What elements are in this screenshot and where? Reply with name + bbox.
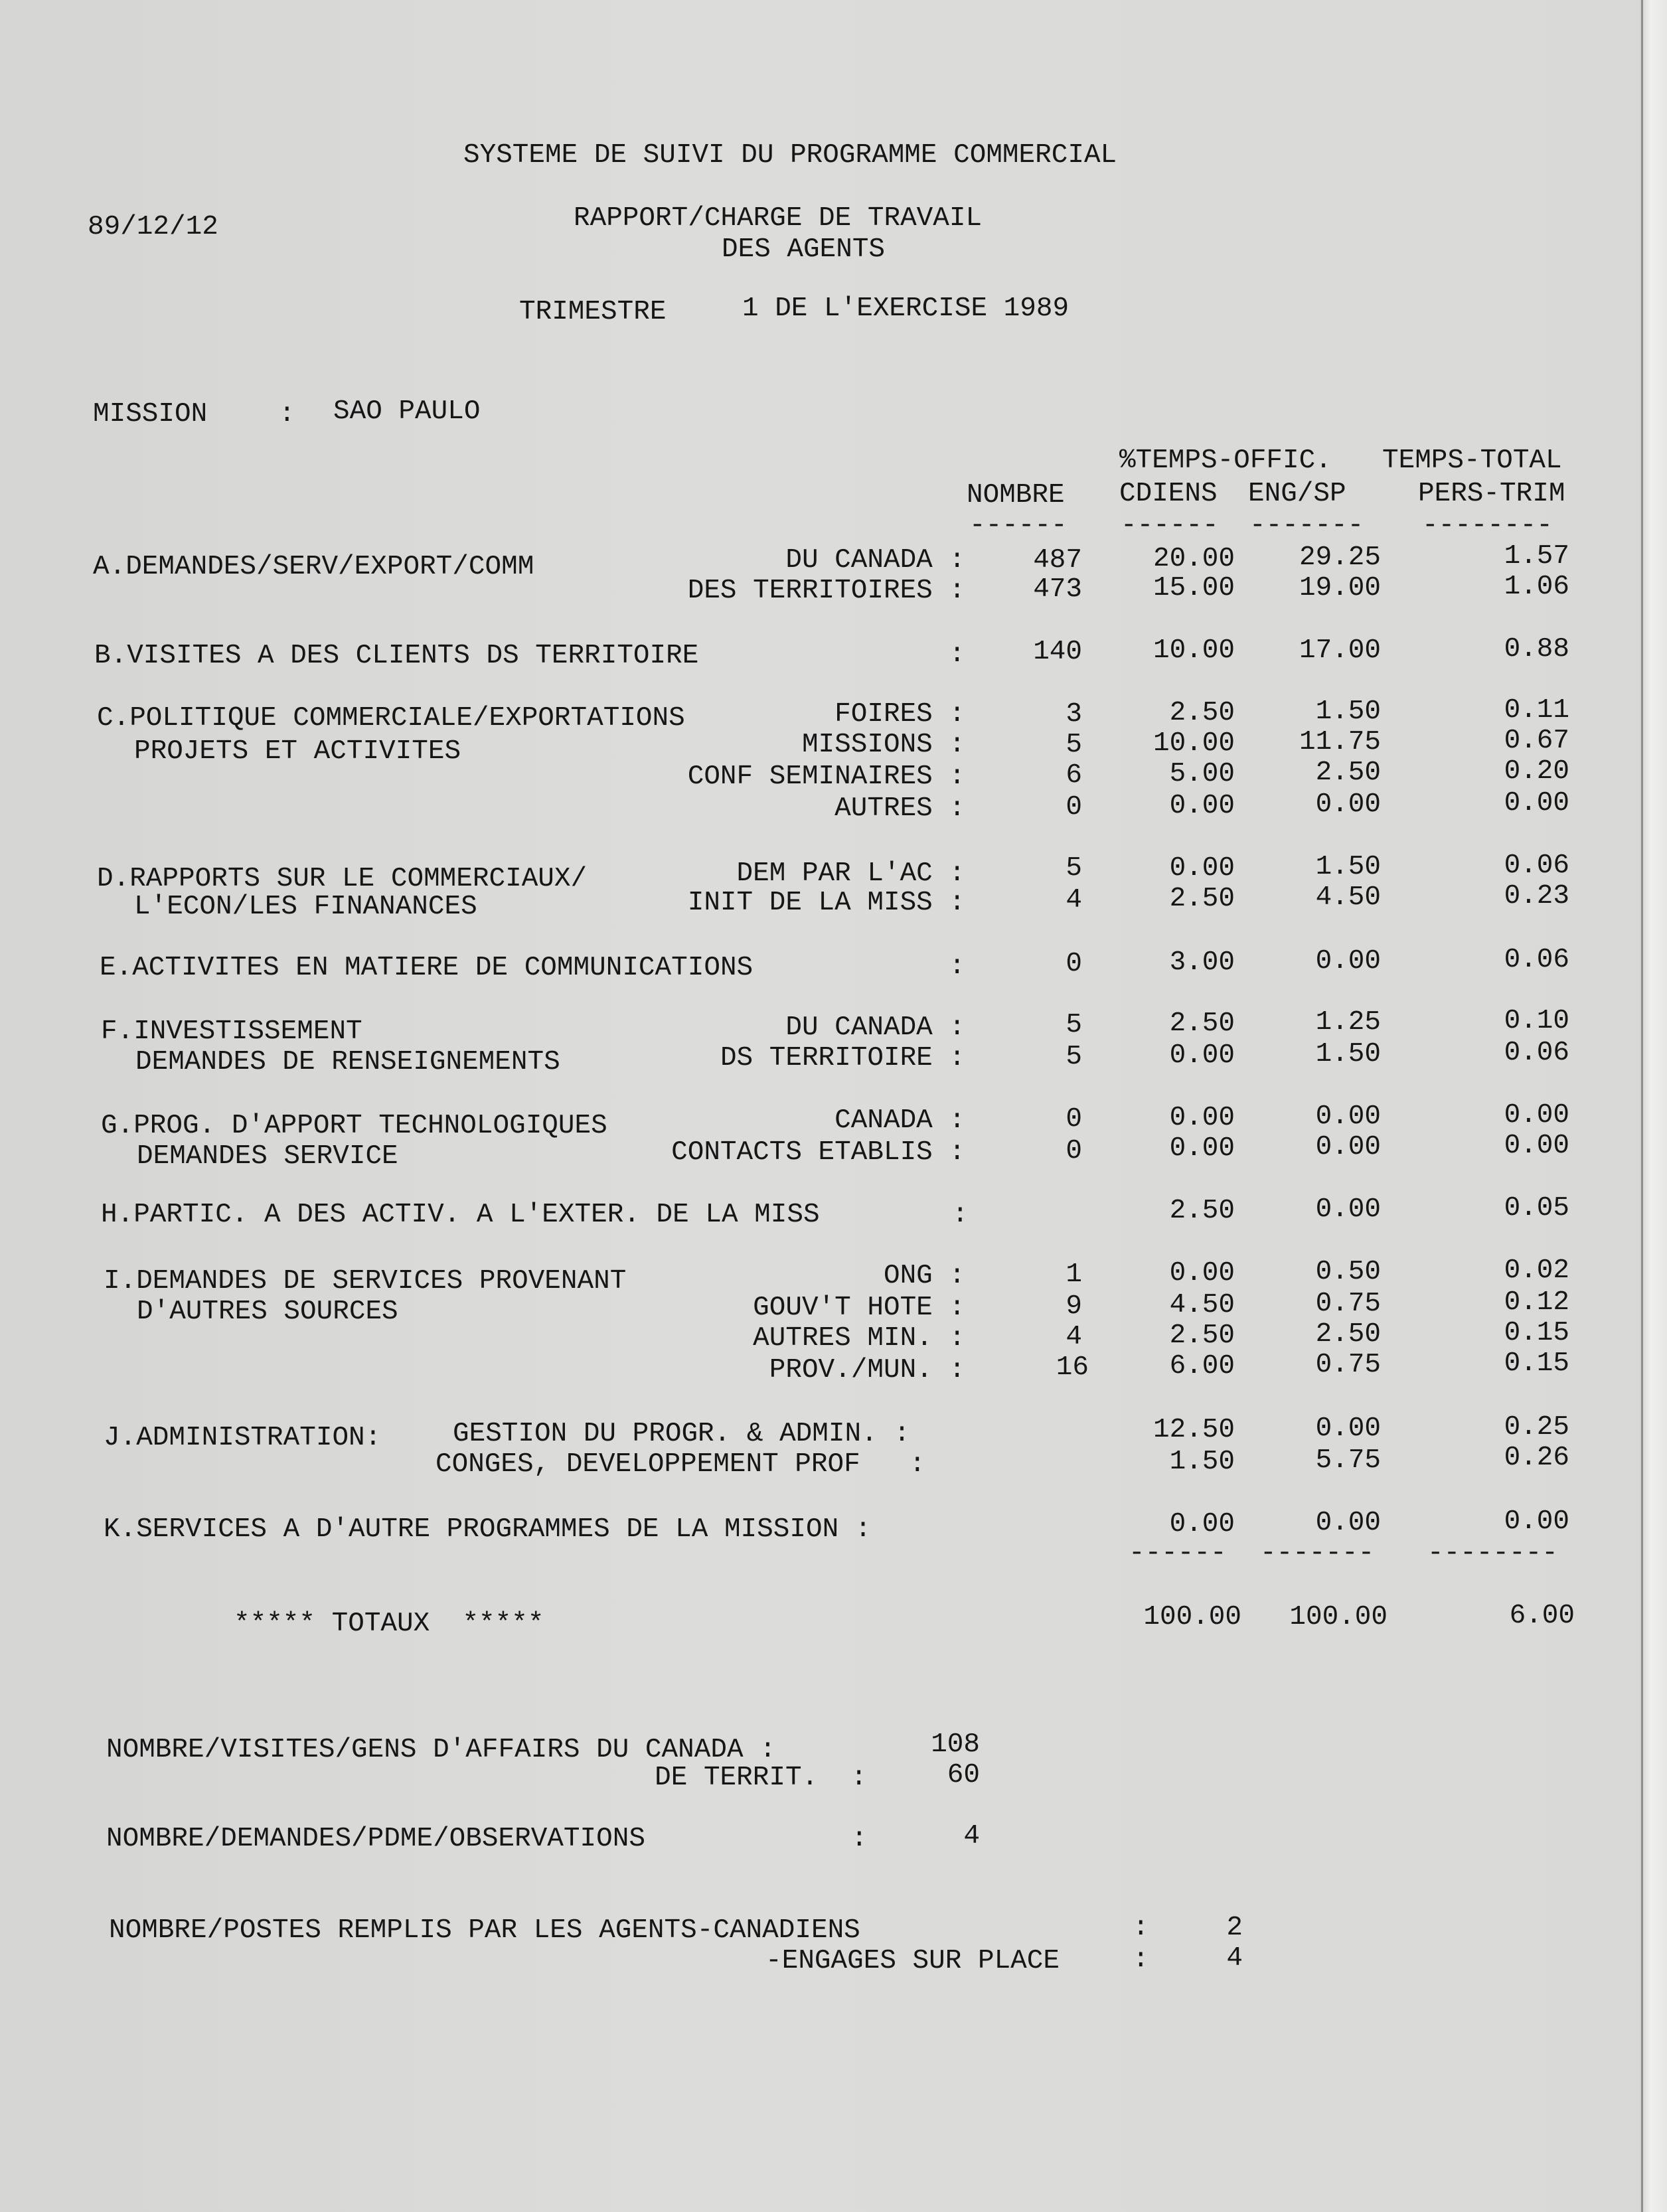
row-label-j2: CONGES, DEVELOPPEMENT PROF : (436, 1449, 926, 1480)
column-header-nombre: NOMBRE (967, 480, 1065, 511)
cell-engsp-k1: 0.00 (1315, 1508, 1381, 1538)
trimestre-value: 1 DE L'EXERCISE 1989 (742, 293, 1070, 324)
row-label-a2: DES TERRITOIRES : (687, 576, 965, 606)
cell-cdiens-a1: 20.00 (1152, 544, 1235, 574)
cell-cdiens-b1: 10.00 (1152, 635, 1235, 666)
column-header-engsp: ENG/SP (1248, 479, 1346, 509)
summary-postes-place: 4 (1226, 1943, 1243, 1974)
cell-cdiens-j2: 1.50 (1169, 1447, 1235, 1477)
row-label-d2: INIT DE LA MISS : (687, 888, 965, 918)
cell-engsp-c3: 2.50 (1315, 757, 1381, 788)
cell-engsp-i4: 0.75 (1315, 1350, 1381, 1380)
cell-engsp-c2: 11.75 (1299, 727, 1381, 757)
cell-nombre-d1: 5 (1066, 853, 1082, 884)
cell-engsp-c1: 1.50 (1315, 696, 1381, 727)
column-header-pct: %TEMPS-OFFIC. (1119, 445, 1332, 476)
cell-perstrim-c4: 0.00 (1504, 788, 1569, 819)
cell-engsp-f1: 1.25 (1315, 1007, 1381, 1038)
cell-cdiens-a2: 15.00 (1152, 573, 1235, 603)
paper-edge (1640, 0, 1667, 2212)
row-label-g1: CANADA : (834, 1105, 965, 1136)
system-title: SYSTEME DE SUIVI DU PROGRAMME COMMERCIAL (463, 140, 1117, 171)
summary-visites-label: NOMBRE/VISITES/GENS D'AFFAIRS DU CANADA : (106, 1735, 776, 1765)
column-underline-nombre: ------ (969, 511, 1068, 541)
cell-engsp-b1: 17.00 (1299, 635, 1381, 666)
section-title-k: K.SERVICES A D'AUTRE PROGRAMMES DE LA MISSION : (104, 1514, 872, 1545)
row-label-g2: CONTACTS ETABLIS : (671, 1137, 965, 1168)
summary-pdme-value: 4 (963, 1821, 980, 1852)
cell-perstrim-b1: 0.88 (1504, 634, 1569, 665)
summary-visites-canada: 108 (931, 1729, 980, 1760)
cell-engsp-j1: 0.00 (1315, 1413, 1381, 1444)
summary-place-colon: : (1133, 1944, 1149, 1975)
cell-nombre-g2: 0 (1066, 1136, 1082, 1166)
cell-nombre-e1: 0 (1066, 949, 1082, 979)
cell-nombre-c1: 3 (1066, 699, 1082, 730)
row-label-c4: AUTRES : (834, 793, 965, 824)
section-title-c: C.POLITIQUE COMMERCIALE/EXPORTATIONS (97, 703, 685, 734)
cell-cdiens-f1: 2.50 (1169, 1008, 1235, 1039)
cell-cdiens-d2: 2.50 (1169, 884, 1235, 914)
summary-territ-label: DE TERRIT. : (655, 1763, 867, 1793)
cell-nombre-g1: 0 (1066, 1104, 1082, 1135)
cell-engsp-g1: 0.00 (1315, 1101, 1381, 1132)
cell-perstrim-d2: 0.23 (1504, 881, 1569, 911)
cell-perstrim-j2: 0.26 (1504, 1443, 1569, 1473)
trimestre-label: TRIMESTRE (519, 297, 667, 327)
cell-engsp-a2: 19.00 (1299, 573, 1381, 603)
cell-perstrim-i1: 0.02 (1504, 1255, 1569, 1286)
summary-postes-colon: : (1133, 1913, 1149, 1943)
cell-engsp-i1: 0.50 (1315, 1257, 1381, 1287)
cell-perstrim-a2: 1.06 (1504, 572, 1569, 602)
cell-nombre-f1: 5 (1066, 1010, 1082, 1040)
cell-engsp-e1: 0.00 (1315, 946, 1381, 977)
cell-engsp-g2: 0.00 (1315, 1132, 1381, 1162)
section-title-h: H.PARTIC. A DES ACTIV. A L'EXTER. DE LA MISS (101, 1200, 820, 1230)
cell-engsp-j2: 5.75 (1315, 1445, 1381, 1476)
section-title-i: I.DEMANDES DE SERVICES PROVENANT (104, 1266, 627, 1297)
cell-cdiens-d1: 0.00 (1169, 853, 1235, 884)
cell-engsp-a1: 29.25 (1299, 542, 1381, 573)
cell-perstrim-c3: 0.20 (1504, 756, 1569, 787)
row-label-i4: PROV./MUN. : (769, 1355, 965, 1385)
cell-nombre-b1: 140 (1033, 637, 1082, 667)
summary-place-label: -ENGAGES SUR PLACE (765, 1946, 1060, 1976)
cell-cdiens-i2: 4.50 (1169, 1290, 1235, 1320)
cell-cdiens-f2: 0.00 (1169, 1040, 1235, 1071)
summary-postes-label: NOMBRE/POSTES REMPLIS PAR LES AGENTS-CANADIENS (109, 1915, 860, 1946)
section-title-j: J.ADMINISTRATION: (104, 1423, 382, 1453)
section-title-g: G.PROG. D'APPORT TECHNOLOGIQUES (101, 1111, 607, 1141)
cell-cdiens-c2: 10.00 (1152, 728, 1235, 759)
cell-nombre-i1: 1 (1066, 1259, 1082, 1290)
cell-engsp-c4: 0.00 (1315, 789, 1381, 820)
row-label-d1: DEM PAR L'AC : (736, 858, 965, 889)
section-sub-g: DEMANDES SERVICE (137, 1141, 398, 1172)
section-sub-d: L'ECON/LES FINANANCES (134, 892, 477, 922)
cell-perstrim-g2: 0.00 (1504, 1131, 1569, 1161)
cell-perstrim-k1: 0.00 (1504, 1506, 1569, 1537)
cell-perstrim-i3: 0.15 (1504, 1318, 1569, 1348)
cell-cdiens-k1: 0.00 (1169, 1509, 1235, 1540)
cell-perstrim-j1: 0.25 (1504, 1412, 1569, 1443)
summary-postes-canadiens: 2 (1226, 1913, 1243, 1943)
cell-cdiens-i4: 6.00 (1169, 1351, 1235, 1382)
section-sub-f: DEMANDES DE RENSEIGNEMENTS (135, 1047, 560, 1077)
row-label-b1: : (949, 639, 965, 670)
cell-cdiens-j1: 12.50 (1152, 1415, 1235, 1445)
row-label-i1: ONG : (883, 1261, 965, 1291)
totals-engsp: 100.00 (1289, 1602, 1388, 1632)
cell-engsp-i3: 2.50 (1315, 1319, 1381, 1350)
row-label-a1: DU CANADA : (785, 545, 965, 576)
cell-cdiens-c4: 0.00 (1169, 791, 1235, 821)
mission-colon: : (279, 399, 295, 430)
row-label-e1: : (949, 951, 965, 982)
row-label-c2: MISSIONS : (801, 730, 965, 760)
cell-engsp-i2: 0.75 (1315, 1289, 1381, 1319)
section-sub-c: PROJETS ET ACTIVITES (134, 736, 461, 767)
cell-perstrim-e1: 0.06 (1504, 945, 1569, 975)
mission-label: MISSION (93, 399, 208, 430)
cell-nombre-i3: 4 (1066, 1322, 1082, 1352)
cell-engsp-h1: 0.00 (1315, 1194, 1381, 1225)
cell-cdiens-g2: 0.00 (1169, 1133, 1235, 1164)
total-underline-cdiens: ------ (1129, 1538, 1227, 1569)
cell-nombre-c4: 0 (1066, 792, 1082, 823)
report-title-line1: RAPPORT/CHARGE DE TRAVAIL (574, 203, 983, 234)
totals-cdiens: 100.00 (1143, 1602, 1241, 1632)
row-label-i2: GOUV'T HOTE : (753, 1293, 965, 1323)
cell-perstrim-g1: 0.00 (1504, 1100, 1569, 1131)
report-title-line2: DES AGENTS (722, 234, 886, 265)
cell-perstrim-a1: 1.57 (1504, 541, 1569, 572)
cell-perstrim-d1: 0.06 (1504, 850, 1569, 881)
row-label-h1: : (952, 1200, 969, 1230)
row-label-i3: AUTRES MIN. : (753, 1323, 965, 1354)
row-label-j1: GESTION DU PROGR. & ADMIN. : (453, 1419, 910, 1449)
summary-visites-territ: 60 (947, 1760, 980, 1790)
cell-nombre-i4: 16 (1056, 1352, 1089, 1383)
cell-engsp-f2: 1.50 (1315, 1039, 1381, 1069)
cell-cdiens-h1: 2.50 (1169, 1196, 1235, 1226)
cell-perstrim-f2: 0.06 (1504, 1038, 1569, 1068)
cell-cdiens-c3: 5.00 (1169, 759, 1235, 789)
cell-cdiens-e1: 3.00 (1169, 947, 1235, 978)
mission-value: SAO PAULO (333, 396, 481, 427)
section-title-d: D.RAPPORTS SUR LE COMMERCIAUX/ (97, 864, 588, 894)
report-date: 89/12/12 (88, 212, 218, 242)
cell-nombre-d2: 4 (1066, 885, 1082, 915)
section-sub-i: D'AUTRES SOURCES (137, 1297, 398, 1327)
column-header-perstrim: PERS-TRIM (1418, 479, 1565, 509)
section-title-b: B.VISITES A DES CLIENTS DS TERRITOIRE (94, 641, 699, 671)
column-header-total: TEMPS-TOTAL (1382, 445, 1562, 476)
cell-nombre-c3: 6 (1066, 760, 1082, 791)
row-label-c3: CONF SEMINAIRES : (687, 761, 965, 792)
row-label-c1: FOIRES : (834, 699, 965, 730)
column-header-cdiens: CDIENS (1119, 479, 1218, 509)
column-underline-cdiens: ------ (1121, 511, 1219, 541)
cell-nombre-a2: 473 (1033, 574, 1082, 605)
total-underline-engsp: ------- (1260, 1538, 1375, 1569)
cell-perstrim-i4: 0.15 (1504, 1348, 1569, 1379)
totals-label: ***** TOTAUX ***** (234, 1609, 544, 1639)
paper-edge-line (1641, 0, 1643, 2212)
cell-nombre-a1: 487 (1033, 545, 1082, 576)
row-label-f1: DU CANADA : (785, 1012, 965, 1043)
cell-perstrim-c1: 0.11 (1504, 695, 1569, 726)
cell-cdiens-i1: 0.00 (1169, 1258, 1235, 1289)
section-title-f: F.INVESTISSEMENT (101, 1016, 362, 1047)
cell-nombre-i2: 9 (1066, 1291, 1082, 1322)
total-underline-perstrim: -------- (1427, 1538, 1558, 1569)
cell-perstrim-f1: 0.10 (1504, 1006, 1569, 1036)
cell-cdiens-c1: 2.50 (1169, 698, 1235, 728)
totals-perstrim: 6.00 (1509, 1601, 1575, 1631)
cell-engsp-d2: 4.50 (1315, 882, 1381, 913)
row-label-f2: DS TERRITOIRE : (720, 1043, 965, 1073)
cell-perstrim-h1: 0.05 (1504, 1193, 1569, 1224)
cell-nombre-c2: 5 (1066, 730, 1082, 760)
summary-pdme-colon: : (851, 1824, 868, 1854)
cell-engsp-d1: 1.50 (1315, 852, 1381, 882)
cell-cdiens-i3: 2.50 (1169, 1320, 1235, 1351)
column-underline-engsp: ------- (1249, 511, 1364, 541)
section-title-e: E.ACTIVITES EN MATIERE DE COMMUNICATIONS (100, 953, 754, 983)
cell-cdiens-g1: 0.00 (1169, 1103, 1235, 1133)
cell-perstrim-i2: 0.12 (1504, 1287, 1569, 1318)
section-title-a: A.DEMANDES/SERV/EXPORT/COMM (93, 552, 534, 582)
cell-perstrim-c2: 0.67 (1504, 726, 1569, 756)
column-underline-perstrim: -------- (1422, 511, 1553, 541)
cell-nombre-f2: 5 (1066, 1042, 1082, 1072)
summary-pdme-label: NOMBRE/DEMANDES/PDME/OBSERVATIONS (106, 1824, 645, 1854)
